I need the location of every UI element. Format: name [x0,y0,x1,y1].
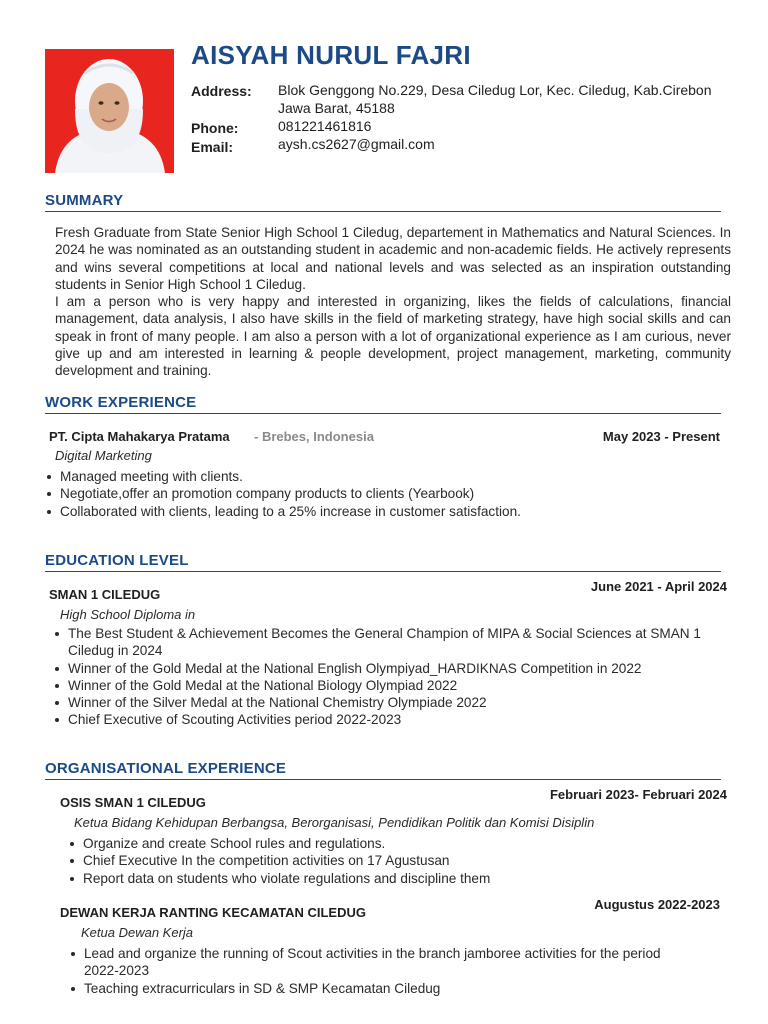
org-entry-1-role: Ketua Bidang Kehidupan Berbangsa, Berorganisasi, Pendidikan Politik dan Komisi Disiplin [74,815,595,830]
work-location: - Brebes, Indonesia [254,429,374,444]
work-divider [45,413,721,414]
list-item: Report data on students who violate regulations and discipline them [68,870,728,887]
education-divider [45,571,721,572]
list-item: Collaborated with clients, leading to a 25% increase in customer satisfaction. [45,503,725,520]
work-heading: WORK EXPERIENCE [45,394,197,411]
list-item: Organize and create School rules and regulations. [68,835,728,852]
list-item: Managed meeting with clients. [45,468,725,485]
phone-label: Phone: [191,120,239,136]
list-item: Winner of the Gold Medal at the National English Olympiyad_HARDIKNAS Competition in 2022 [53,660,733,677]
summary-paragraph-1: Fresh Graduate from State Senior High School 1 Ciledug, departement in Mathematics and Natural Sciences. In 2024 he was nominated as an outstanding student in academic and non-academic fields. He actively represents and wins several competitions at local and national levels and was selected as an inspiration outstanding students in Senior High School 1 Ciledug. [55,225,731,292]
email-value: aysh.cs2627@gmail.com [278,136,435,152]
education-degree: High School Diploma in [60,607,196,622]
work-duties-list [45,468,725,520]
profile-photo [45,49,174,173]
address-label: Address: [191,83,252,99]
education-school: SMAN 1 CILEDUG [49,587,161,602]
education-heading: EDUCATION LEVEL [45,552,189,569]
org-entry-2-name: DEWAN KERJA RANTING KECAMATAN CILEDUG [60,905,366,920]
list-item: Teaching extracurriculars in SD & SMP Kecamatan Ciledug [69,980,669,997]
education-date: June 2021 - April 2024 [590,579,727,594]
organisation-heading: ORGANISATIONAL EXPERIENCE [45,760,287,777]
org-entry-2-duties-list [69,945,669,997]
org-entry-1-date: Februari 2023- Februari 2024 [549,787,727,802]
organisation-divider [45,779,721,780]
education-achievements-list [53,625,733,729]
email-label: Email: [191,139,234,155]
list-item: Negotiate,offer an promotion company products to clients (Yearbook) [45,485,725,502]
address-line-2: Jawa Barat, 45188 [278,100,395,116]
list-item: Winner of the Silver Medal at the National Chemistry Olympiade 2022 [53,694,733,711]
address-line-1: Blok Genggong No.229, Desa Ciledug Lor, Kec. Ciledug, Kab.Cirebon [278,82,712,98]
list-item: Chief Executive of Scouting Activities period 2022-2023 [53,711,733,728]
list-item: Lead and organize the running of Scout activities in the branch jamboree activities for the period 2022-2023 [69,945,669,980]
org-entry-1-name: OSIS SMAN 1 CILEDUG [60,795,206,810]
list-item: The Best Student & Achievement Becomes the General Champion of MIPA & Social Sciences at SMAN 1 Ciledug in 2024 [53,625,733,660]
org-entry-2-role: Ketua Dewan Kerja [81,925,194,940]
summary-paragraph-2: I am a person who is very happy and interested in organizing, likes the fields of calculations, financial management, data analysis, I also have skills in the field of marketing strategy, have high social skills and can speak in front of many people. I am also a person with a lot of organizational experience as I am curious, never give up and am interested in learning & people development, project management, marketing, community development and training. [55,294,731,379]
phone-value: 081221461816 [278,118,372,134]
work-company: PT. Cipta Mahakarya Pratama [49,429,230,444]
work-role: Digital Marketing [55,448,152,463]
list-item: Winner of the Gold Medal at the National Biology Olympiad 2022 [53,677,733,694]
work-date: May 2023 - Present [602,429,720,444]
org-entry-2-date: Augustus 2022-2023 [594,897,720,912]
summary-heading: SUMMARY [45,192,124,209]
list-item: Chief Executive In the competition activities on 17 Agustusan [68,852,728,869]
person-portrait-icon [45,49,174,173]
org-entry-1-duties-list [68,835,728,887]
candidate-name: AISYAH NURUL FAJRI [191,40,471,70]
summary-divider [45,211,721,212]
summary-text [55,224,731,380]
